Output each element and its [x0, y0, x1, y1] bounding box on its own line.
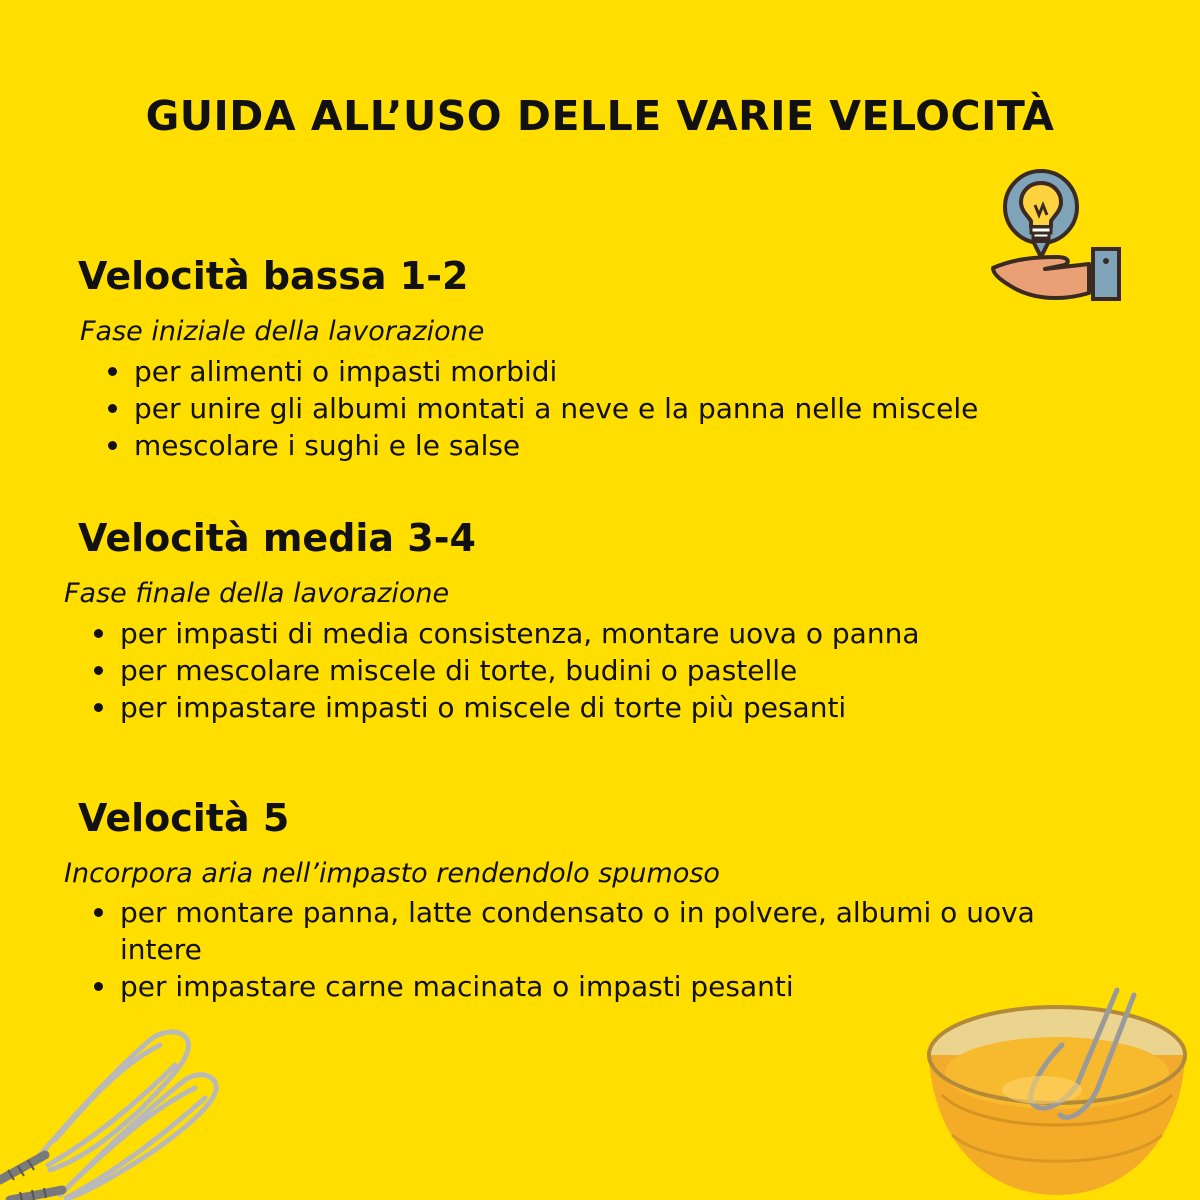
- list-item: mescolare i sughi e le salse: [100, 427, 1180, 464]
- list-item: per impastare carne macinata o impasti pesanti: [86, 968, 1116, 1005]
- page-title: GUIDA ALL’USO DELLE VARIE VELOCITÀ: [145, 92, 1055, 140]
- bullet-list-low-speed: [100, 353, 1180, 464]
- list-item: per montare panna, latte condensato o in polvere, albumi o uova intere: [86, 894, 1116, 968]
- section-heading-medium-speed: Velocità media 3-4: [78, 516, 476, 560]
- section-subtitle-medium-speed: Fase finale della lavorazione: [64, 578, 450, 609]
- section-subtitle-low-speed: Fase iniziale della lavorazione: [80, 316, 485, 347]
- mixing-bowl-image: [922, 985, 1192, 1200]
- list-item: per mescolare miscele di torte, budini o pastelle: [86, 652, 1166, 689]
- list-item: per unire gli albumi montati a neve e la panna nelle miscele: [100, 390, 1180, 427]
- section-subtitle-high-speed: Incorpora aria nell’impasto rendendolo spumoso: [64, 858, 720, 889]
- section-heading-low-speed: Velocità bassa 1-2: [78, 254, 469, 298]
- list-item: per impastare impasti o miscele di torte più pesanti: [86, 689, 1166, 726]
- lightbulb-hand-icon: [985, 165, 1130, 305]
- bullet-list-medium-speed: [86, 615, 1166, 726]
- list-item: per alimenti o impasti morbidi: [100, 353, 1180, 390]
- section-heading-high-speed: Velocità 5: [78, 796, 290, 840]
- list-item: per impasti di media consistenza, montare uova o panna: [86, 615, 1166, 652]
- whisk-beaters-image: [0, 1020, 230, 1200]
